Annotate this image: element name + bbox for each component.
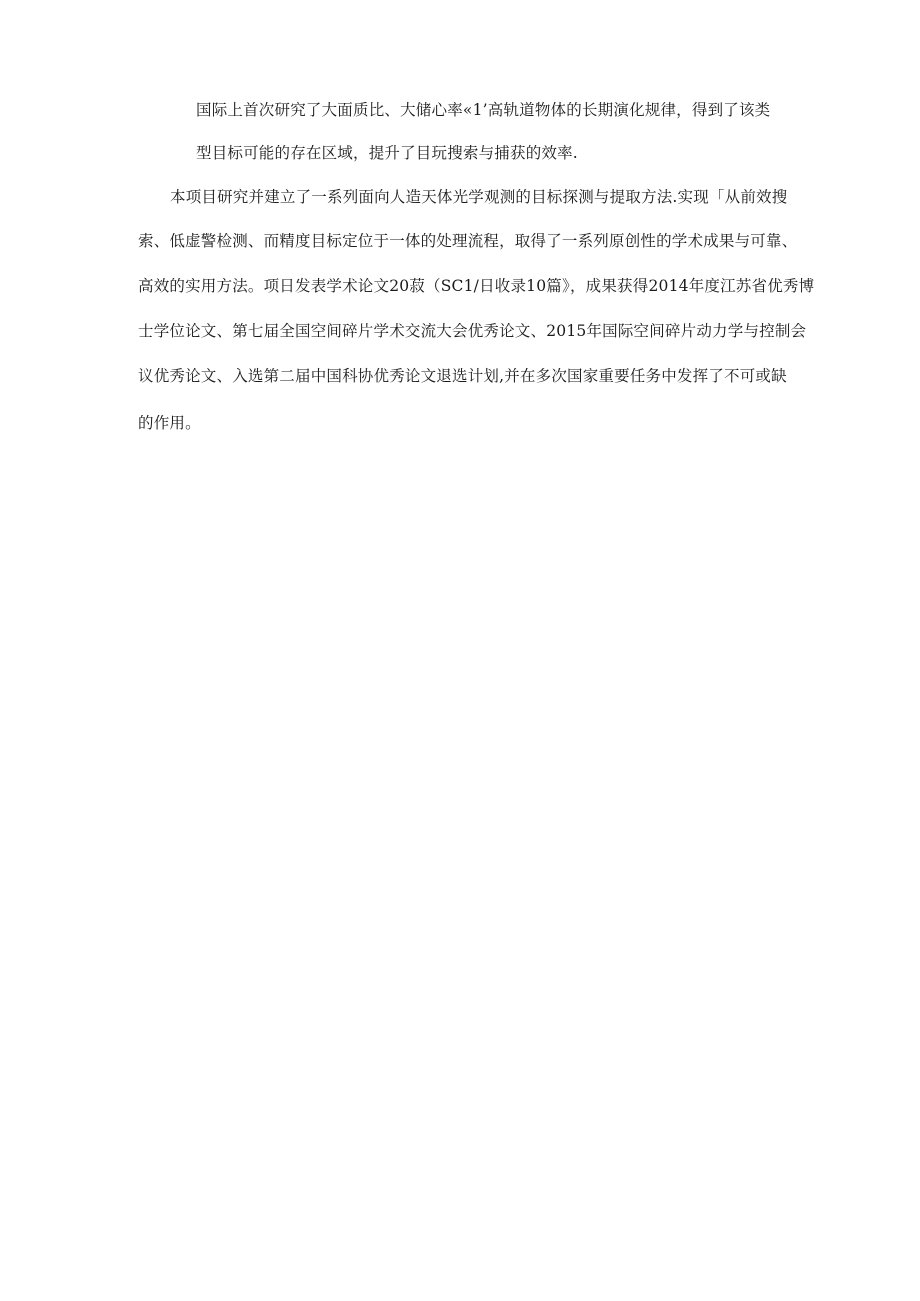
paragraph1-line-2: 型目标可能的存在区域，提升了目玩搜索与捕获的效率. xyxy=(196,144,578,162)
paragraph2-line-6: 的作用。 xyxy=(138,414,201,432)
paragraph2-line-4: 士学位论文、第七届全国空间碎片学术交流大会优秀论文、2015年国际空间碎片动力学与控制会 xyxy=(138,322,807,340)
paragraph2-line-2: 索、低虚警检测、而精度目标定位于一体的处理流程，取得了一系列原创性的学术成果与可靠、 xyxy=(138,232,798,250)
paragraph2-line-3: 高效的实用方法。项日发表学术论文20菽（SC1/日收录10篇》，成果获得2014年度江苏省优秀博 xyxy=(138,277,815,295)
paragraph1-line-1: 国际上首次研究了大面质比、大储心率«1’高轨道物体的长期演化规律，得到了该类 xyxy=(196,101,771,119)
paragraph2-line-1: 本项目研究并建立了一系列面向人造天体光学观测的目标探测与提取方法.实现「从前效搜 xyxy=(170,188,788,206)
paragraph2-line-5: 议优秀论文、入选第二届中国科协优秀论文退选计划,并在多次国家重要任务中发挥了不可或缺 xyxy=(138,367,787,385)
